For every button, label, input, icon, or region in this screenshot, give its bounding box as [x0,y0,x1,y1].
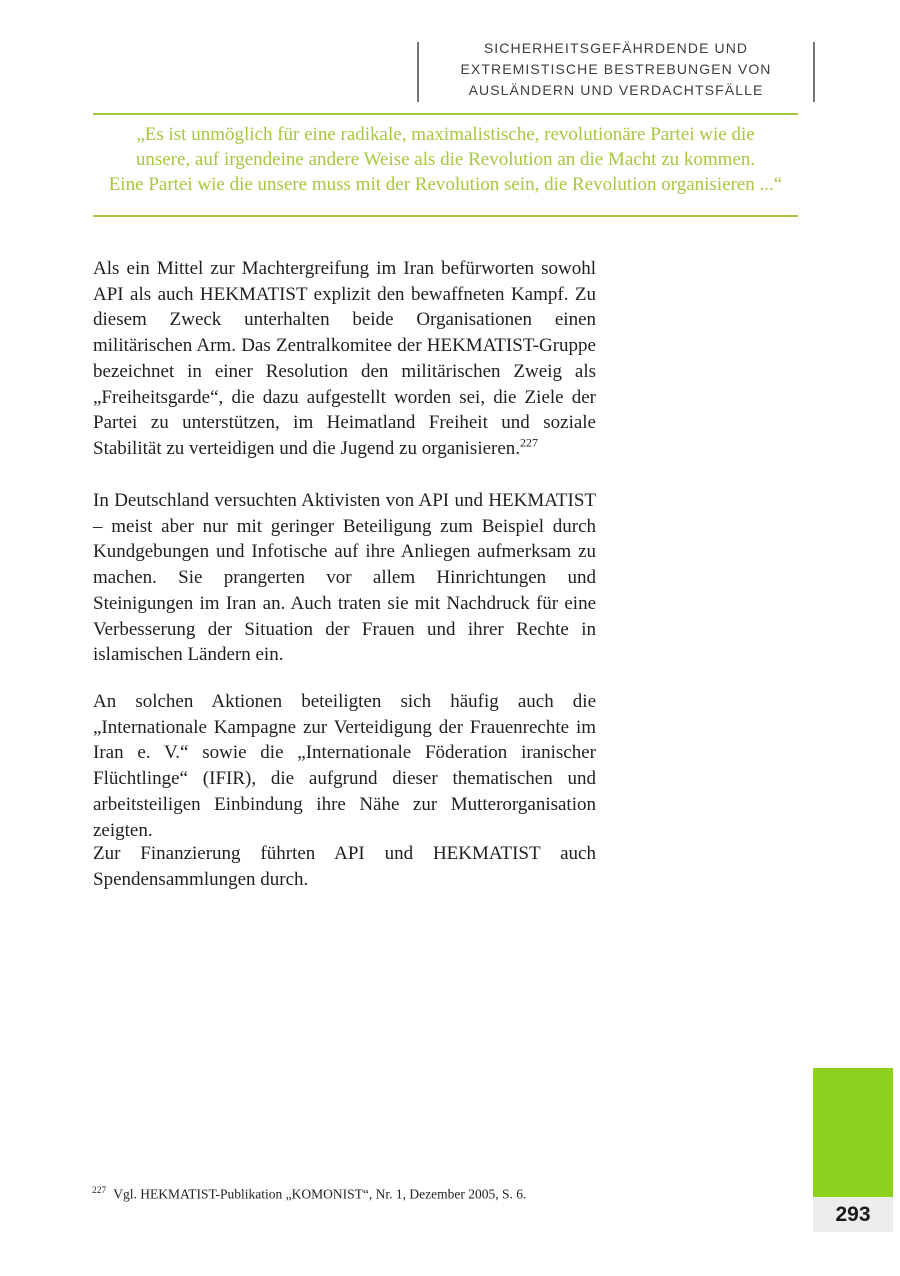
paragraph-1 [93,256,596,462]
paragraph-2: In Deutschland versuchten Aktivisten von API und HEKMATIST – meist aber nur mit geringer Beteiligung zum Beispiel durch Kundgebungen und Infotische auf ihre Anliegen aufmerksam zu machen. Sie prangerten vor allem Hinrichtungen und Steinigungen im Iran an. Auch traten sie mit Nachdruck für eine Verbesserung der Situation der Frauen und ihrer Rechte in islamischen Ländern ein. [93,490,596,666]
footnote-reference-227: 227 [520,435,539,450]
running-head-line-3: AUSLÄNDERN UND VERDACHTSFÄLLE [468,82,764,98]
quote-top-rule [93,113,798,115]
footnote-text: Vgl. HEKMATIST-Publikation „KOMONIST“, Nr. 1, Dezember 2005, S. 6. [113,1186,527,1202]
quote-line-3: Eine Partei wie die unsere muss mit der Revolution sein, die Revolution organisieren ...“ [108,174,783,195]
page-number: 293 [813,1197,893,1232]
footnote-marker: 227 [92,1186,107,1196]
quote-line-2: unsere, auf irgendeine andere Weise als die Revolution an die Macht zu kommen. [135,149,756,170]
quote-bottom-rule [93,215,798,217]
footnote [92,1183,652,1203]
paragraph-1-text: Als ein Mittel zur Machtergreifung im Iran befürworten sowohl API als auch HEKMATIST explizit den bewaffneten Kampf. Zu diesem Zweck unterhalten beide Organisationen einen militärischen Arm. Das Zentralkomitee der HEKMATIST-Gruppe bezeichnet in einer Resolution den militärischen Zweig als „Freiheitsgarde“, die dazu aufgestellt worden sei, die Ziele der Partei zu unterstützen, im Heimatland Freiheit und soziale Stabilität zu verteidigen und die Jugend zu organisieren. [93,258,596,459]
lead-quote [93,122,798,197]
running-head-line-1: SICHERHEITSGEFÄHRDENDE UND [483,40,749,56]
running-head-line-2: EXTREMISTISCHE BESTREBUNGEN VON [460,61,772,77]
chapter-tab-green-block [813,1068,893,1197]
paragraph-3: An solchen Aktionen beteiligten sich häufig auch die „Internationale Kampagne zur Verteidigung der Frauenrechte im Iran e. V.“ sowie die „Internationale Föderation iranischer Flüchtlinge“ (IFIR), die aufgrund dieser thematischen und arbeitsteiligen Einbindung ihre Nähe zur Mutterorganisation zeigten. [93,691,596,841]
quote-line-1: „Es ist unmöglich für eine radikale, maximalistische, revolutionäre Partei wie die [136,124,755,145]
header-right-rule [813,42,815,102]
paragraph-4: Zur Finanzierung führten API und HEKMATIST auch Spendensammlungen durch. [93,843,596,890]
running-head [419,38,813,101]
